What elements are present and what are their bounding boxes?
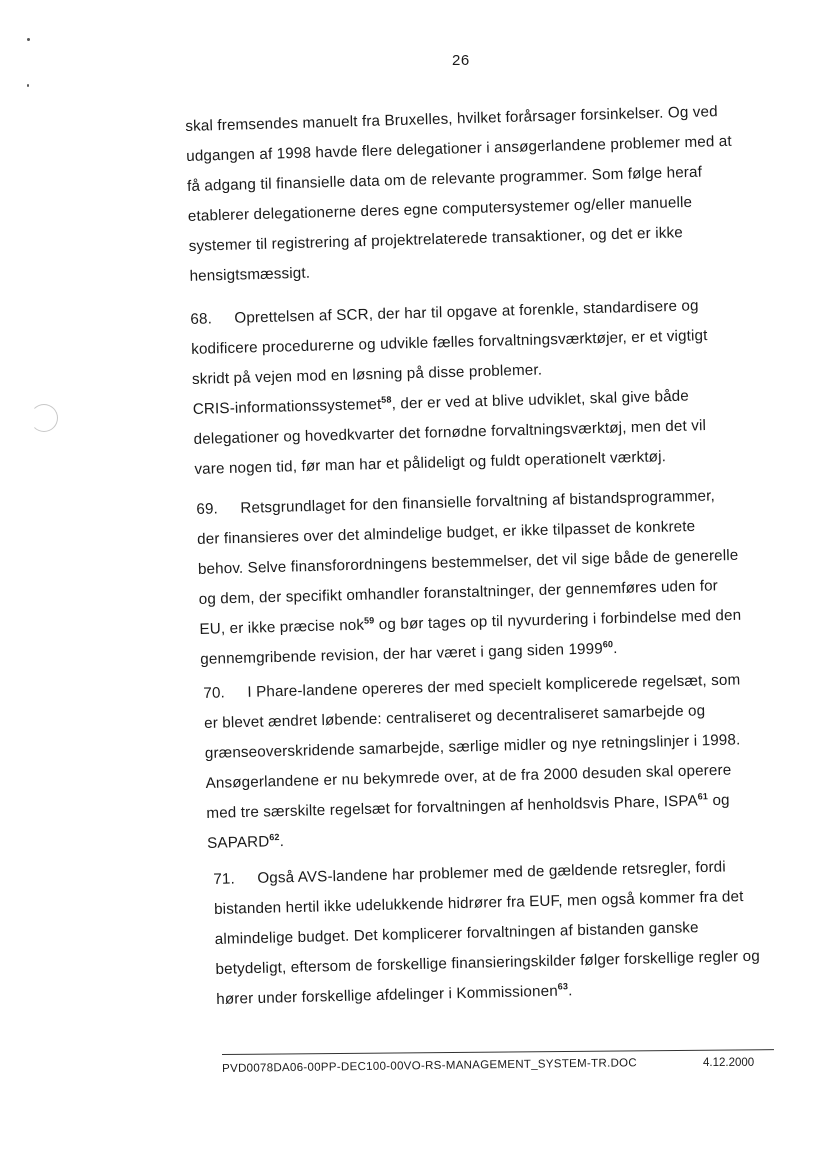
paragraph-text: SAPARD [206,833,270,852]
paragraph-text: gennemgribende revision, der har været i gang siden 1999 [200,640,604,668]
paragraph-text: I Phare-landene opereres der med specielt komplicerede regelsæt, som [247,671,741,701]
paragraph-text: Retsgrundlaget for den finansielle forvaltning af bistandsprogrammer, [240,487,716,517]
footer-filename: PVD0078DA06-00PP-DEC100-00VO-RS-MANAGEMENT_SYSTEM-TR.DOC [222,1057,638,1075]
footer-divider [222,1049,774,1055]
paragraph-line: udgangen af 1998 havde flere delegationer i ansøgerlandene problemer med at [186,132,733,165]
footnote-ref[interactable]: 59 [363,615,375,626]
paragraph-line: hensigtsmæssigt. [189,264,311,285]
paragraph-line: er blevet ændret løbende: centraliseret og decentraliseret samarbejde og [203,702,706,732]
paragraph-text: hører under forskellige afdelinger i Kommissionen [216,982,559,1008]
paragraph-number: 71. [213,870,236,888]
paragraph-text: . [279,833,285,851]
paragraph-line: etablerer delegationerne deres egne computersystemer og/eller manuelle [187,193,693,225]
paragraph-line: grænseoverskridende samarbejde, særlige midler og nye retningslinjer i 1998. [204,731,741,762]
paragraph-text: , der er ved at blive udviklet, skal give både [391,387,690,413]
footnote-ref[interactable]: 62 [269,832,280,843]
scan-speck [27,84,29,87]
paragraph-text: . [612,640,618,658]
paragraph-text: . [567,982,573,1000]
paragraph-text: med tre særskilte regelsæt for forvaltningen af henholdsvis Phare, ISPA [206,792,699,822]
paragraph-line: Ansøgerlandene er nu bekymrede over, at de fra 2000 desuden skal operere [205,761,732,792]
paragraph-line: der finansieres over det almindelige budget, er ikke tilpasset de konkrete [196,517,696,548]
paragraph-line: betydeligt, eftersom de forskellige finansieringskilder følger forskellige regler og [215,947,761,978]
paragraph-text: og [707,791,730,810]
punch-hole-mark [30,404,58,432]
paragraph-69 [196,481,742,675]
scan-speck [27,38,30,41]
paragraph-line: almindelige budget. Det komplicerer forvaltningen af bistanden ganske [214,919,699,948]
paragraph-line: bistanden hertil ikke udelukkende hidrører fra EUF, men også kommer fra det [213,888,744,918]
paragraph-line: kodificere procedurerne og udvikle fælles forvaltningsværktøjer, er et vigtigt [190,327,708,358]
paragraph-line: behov. Selve finansforordningens bestemmelser, det vil sige både de generelle [197,546,739,578]
paragraph-line: skridt på vejen mod en løsning på disse problemer. [191,361,543,388]
paragraph-text: EU, er ikke præcise nok [199,616,365,638]
footer-date: 4.12.2000 [703,1057,755,1069]
paragraph-number: 70. [203,684,226,702]
paragraph-text: Også AVS-landene har problemer med de gældende retsregler, fordi [257,858,727,887]
paragraph-text: Oprettelsen af SCR, der har til opgave at forenkle, standardisere og [234,297,699,327]
page-number: 26 [452,52,470,69]
paragraph-line: systemer til registrering af projektrelaterede transaktioner, og det er ikke [188,224,684,255]
paragraph-text: og bør tages op til nyvurdering i forbindelse med den [374,606,742,634]
footnote-ref[interactable]: 63 [557,981,569,992]
paragraph-number: 69. [196,500,219,518]
paragraph-line: vare nogen tid, før man har et pålideligt og fuldt operationelt værktøj. [194,448,667,478]
footnote-ref[interactable]: 58 [381,394,392,405]
footnote-ref[interactable]: 61 [697,791,709,802]
paragraph-68 [190,291,711,485]
paragraph-line: få adgang til finansielle data om de relevante programmer. Som følge heraf [186,163,703,195]
paragraph-number: 68. [190,310,213,328]
paragraph-line: skal fremsendes manuelt fra Bruxelles, hvilket forårsager forsinkelser. Og ved [185,103,718,135]
paragraph-71 [213,852,761,1015]
footnote-ref[interactable]: 60 [602,639,614,650]
paragraph-70 [203,665,744,859]
paragraph-line: og dem, der specifikt omhandler foranstaltninger, der gennemføres uden for [198,577,719,608]
paragraph-text: CRIS-informationssystemet [192,395,382,418]
paragraph-continuation [185,97,736,292]
paragraph-line: delegationer og hovedkvarter det fornødne forvaltningsværktøj, men det vil [193,417,707,448]
